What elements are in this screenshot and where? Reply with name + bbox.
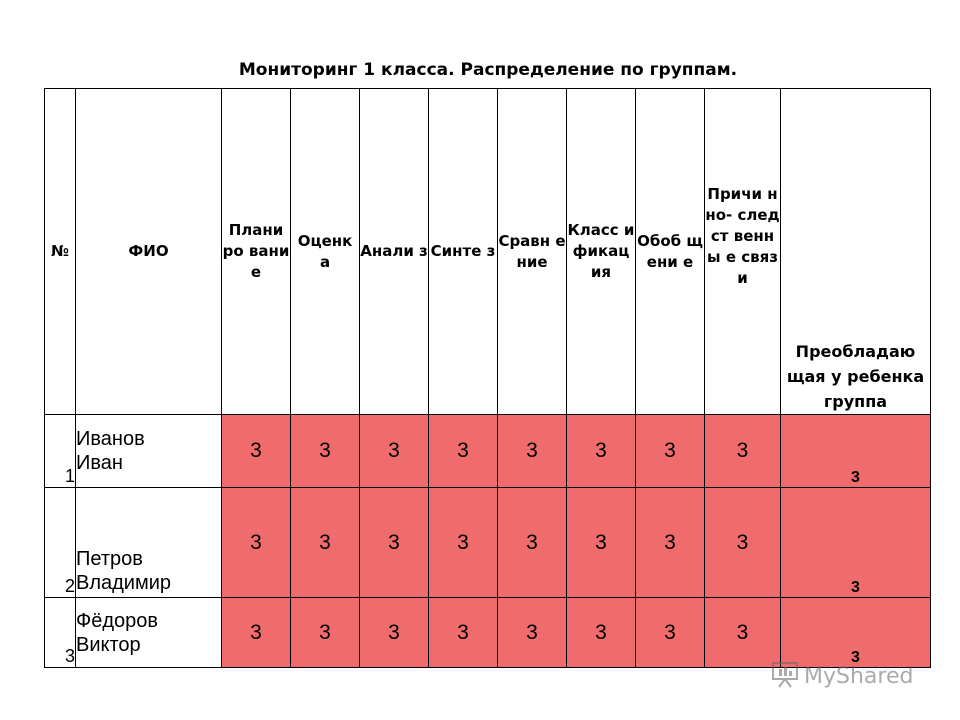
table-row (45, 488, 931, 598)
header-analysis: Анали з (360, 89, 429, 415)
score-cell: 3 (222, 415, 291, 488)
score-cell: 3 (291, 488, 360, 598)
score-cell: 3 (636, 415, 705, 488)
row-number: 3 (45, 598, 76, 668)
row-number: 2 (45, 488, 76, 598)
score-cell: 3 (498, 598, 567, 668)
page-title: Мониторинг 1 класса. Распределение по группам. (238, 60, 738, 80)
header-comparison: Сравн ение (498, 89, 567, 415)
header-evaluation: Оценк а (291, 89, 360, 415)
header-predominant-group: Преобладаю щая у ребенка группа (781, 89, 931, 415)
score-cell: 3 (498, 415, 567, 488)
score-cell: 3 (636, 598, 705, 668)
score-cell: 3 (567, 488, 636, 598)
score-cell: 3 (360, 598, 429, 668)
header-classification: Класс и фикац ия (567, 89, 636, 415)
score-cell: 3 (498, 488, 567, 598)
header-generalization: Обоб щени е (636, 89, 705, 415)
monitoring-table (44, 88, 931, 668)
score-cell: 3 (636, 488, 705, 598)
header-cause-effect: Причи нно- следст венны е связи (705, 89, 781, 415)
score-cell: 3 (291, 598, 360, 668)
score-cell: 3 (705, 415, 781, 488)
score-cell: 3 (360, 415, 429, 488)
presentation-icon (770, 659, 800, 694)
score-cell: 3 (429, 488, 498, 598)
table-row (45, 415, 931, 488)
score-cell: 3 (222, 598, 291, 668)
row-number: 1 (45, 415, 76, 488)
score-cell: 3 (429, 598, 498, 668)
score-cell: 3 (222, 488, 291, 598)
header-synthesis: Синте з (429, 89, 498, 415)
predominant-group-cell: 3 (781, 415, 931, 488)
header-planning: Плани ро вание (222, 89, 291, 415)
watermark (770, 656, 930, 696)
score-cell: 3 (567, 598, 636, 668)
score-cell: 3 (291, 415, 360, 488)
student-name: Иванов Иван (76, 415, 222, 488)
score-cell: 3 (360, 488, 429, 598)
student-name: Фёдоров Виктор (76, 598, 222, 668)
score-cell: 3 (705, 598, 781, 668)
score-cell: 3 (567, 415, 636, 488)
student-name: Петров Владимир (76, 488, 222, 598)
header-row (45, 89, 931, 415)
predominant-group-cell: 3 (781, 488, 931, 598)
score-cell: 3 (705, 488, 781, 598)
watermark-text: MyShared (804, 663, 914, 689)
header-number: № (45, 89, 76, 415)
predominant-group-cell: 3 (781, 598, 931, 668)
header-fio: ФИО (76, 89, 222, 415)
score-cell: 3 (429, 415, 498, 488)
